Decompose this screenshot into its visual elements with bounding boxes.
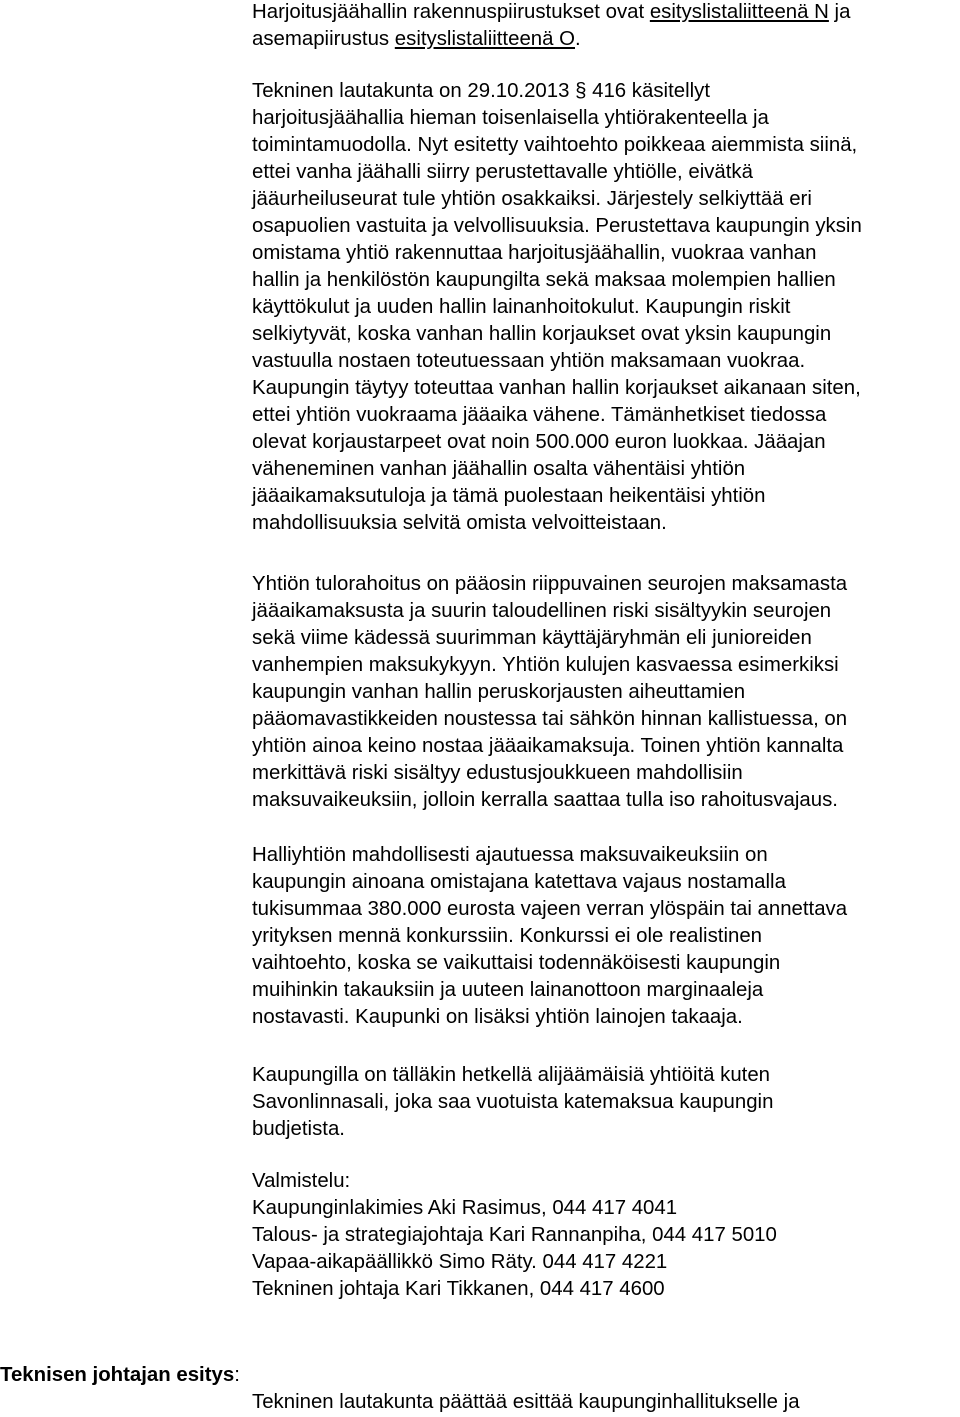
- text-line: käyttökulut ja uuden hallin lainanhoitokulut. Kaupungin riskit: [252, 296, 791, 318]
- text-fragment: Harjoitusjäähallin rakennuspiirustukset ovat: [252, 1, 650, 23]
- proposal-heading: Teknisen johtajan esitys: [0, 1364, 235, 1386]
- text-line: maksuvaikeuksiin, jolloin kerralla saattaa tulla iso rahoitusvajaus.: [252, 789, 838, 811]
- text-line: jääaikamaksusta ja suurin taloudellinen riski sisältyykin seurojen: [252, 600, 832, 622]
- text-line: Halliyhtiön mahdollisesti ajautuessa maksuvaikeuksiin on: [252, 844, 768, 866]
- text-line: kaupungin ainoana omistajana katettava vajaus nostamalla: [252, 871, 786, 893]
- text-line: tukisummaa 380.000 eurosta vajeen verran ylöspäin tai annettava: [252, 898, 848, 920]
- text-line: jääurheiluseurat tule yhtiön osakkaiksi. Järjestely selkiyttää eri: [252, 188, 812, 210]
- preparation-label: Valmistelu:: [252, 1170, 351, 1192]
- text-line: jääaikamaksutuloja ja tämä puolestaan heikentäisi yhtiön: [252, 485, 766, 507]
- text-line: vastuulla nostaen toteutuessaan yhtiön maksamaan vuokraa.: [252, 350, 806, 372]
- proposal-heading-row: [0, 1362, 960, 1389]
- contact-line: Talous- ja strategiajohtaja Kari Rannanpiha, 044 417 5010: [252, 1224, 777, 1246]
- text-line: hallin ja henkilöstön kaupungilta sekä maksaa molempien hallien: [252, 269, 836, 291]
- text-line: omistama yhtiö rakennuttaa harjoitusjäähallin, vuokraa vanhan: [252, 242, 817, 264]
- text-line: yhtiön ainoa keino nostaa jääaikamaksuja. Toinen yhtiön kannalta: [252, 735, 844, 757]
- attachments-line-1: [252, 0, 960, 26]
- proposal-heading-colon: :: [234, 1364, 240, 1386]
- attachment-o-link[interactable]: esityslistaliitteenä O: [394, 28, 575, 50]
- text-line: nostavasti. Kaupunki on lisäksi yhtiön lainojen takaaja.: [252, 1006, 743, 1028]
- contact-line: Vapaa-aikapäällikkö Simo Räty. 044 417 4221: [252, 1251, 668, 1273]
- text-line: harjoitusjäähallia hieman toisenlaisella yhtiörakenteella ja: [252, 107, 769, 129]
- revenue-risk-paragraph: [252, 571, 960, 814]
- insolvency-paragraph: [252, 842, 960, 1031]
- preparation-contacts: [252, 1168, 960, 1303]
- text-line: olevat korjaustarpeet ovat noin 500.000 euron luokkaa. Jääajan: [252, 431, 826, 453]
- text-line: ettei vanha jäähalli siirry perustettavalle yhtiölle, eivätkä: [252, 161, 753, 183]
- attachment-n-link[interactable]: esityslistaliitteenä N: [649, 1, 829, 23]
- text-line: vaihtoehto, koska se vaikuttaisi todennäköisesti kaupungin: [252, 952, 781, 974]
- text-line: toimintamuodolla. Nyt esitetty vaihtoehto poikkeaa aiemmista siinä,: [252, 134, 858, 156]
- text-line: Yhtiön tulorahoitus on pääosin riippuvainen seurojen maksamasta: [252, 573, 848, 595]
- text-line: sekä viime kädessä suurimman käyttäjäryhmän eli junioreiden: [252, 627, 812, 649]
- text-line: merkittävä riski sisältyy edustusjoukkueen mahdollisiin: [252, 762, 743, 784]
- text-line: ettei yhtiön vuokraama jääaika vähene. Tämänhetkiset tiedossa: [252, 404, 827, 426]
- text-line: yrityksen mennä konkurssiin. Konkurssi ei ole realistinen: [252, 925, 762, 947]
- text-line: Kaupungilla on tälläkin hetkellä alijäämäisiä yhtiöitä kuten: [252, 1064, 771, 1086]
- text-line: Kaupungin täytyy toteuttaa vanhan hallin korjaukset aikanaan siten,: [252, 377, 861, 399]
- text-line: muihinkin takauksiin ja uuteen lainanottoon marginaaleja: [252, 979, 764, 1001]
- text-line: selkiytyvät, koska vanhan hallin korjaukset ovat yksin kaupungin: [252, 323, 832, 345]
- contact-line: Tekninen johtaja Kari Tikkanen, 044 417 4600: [252, 1278, 665, 1300]
- text-line: mahdollisuuksia selvitä omista velvoitteistaan.: [252, 512, 667, 534]
- text-line: Tekninen lautakunta on 29.10.2013 § 416 käsitellyt: [252, 80, 710, 102]
- text-fragment: asemapiirustus: [252, 28, 395, 50]
- attachments-paragraph: [252, 0, 960, 53]
- proposal-text: [252, 1389, 960, 1416]
- text-line: budjetista.: [252, 1118, 345, 1140]
- attachments-line-2: [252, 26, 960, 53]
- contact-line: Kaupunginlakimies Aki Rasimus, 044 417 4041: [252, 1197, 678, 1219]
- background-paragraph: [252, 78, 960, 537]
- text-fragment: ja: [828, 1, 851, 23]
- text-fragment: .: [575, 28, 581, 50]
- text-line: osapuolien vastuita ja velvollisuuksia. Perustettava kaupungin yksin: [252, 215, 862, 237]
- text-line: Tekninen lautakunta päättää esittää kaupunginhallitukselle ja: [252, 1391, 800, 1413]
- text-line: vanhempien maksukykyyn. Yhtiön kulujen kasvaessa esimerkiksi: [252, 654, 839, 676]
- text-line: Savonlinnasali, joka saa vuotuista katemaksua kaupungin: [252, 1091, 774, 1113]
- deficit-companies-paragraph: [252, 1062, 960, 1143]
- text-line: kaupungin vanhan hallin peruskorjausten aiheuttamien: [252, 681, 746, 703]
- text-line: väheneminen vanhan jäähallin osalta vähentäisi yhtiön: [252, 458, 746, 480]
- text-line: pääomavastikkeiden noustessa tai sähkön hinnan kallistuessa, on: [252, 708, 848, 730]
